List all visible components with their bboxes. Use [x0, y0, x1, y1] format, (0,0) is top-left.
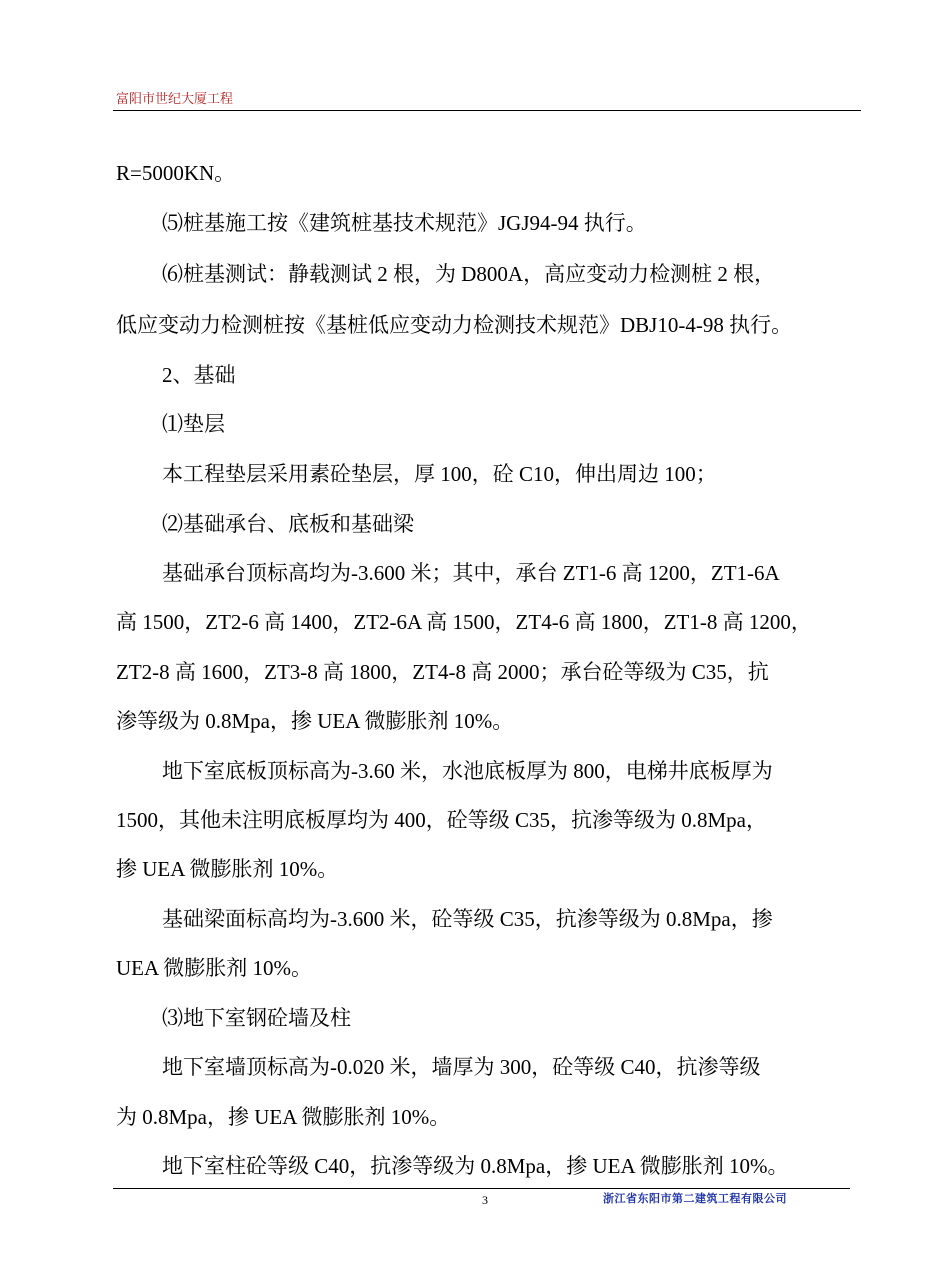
paragraph-line: 地下室墙顶标高为-0.020 米，墙厚为 300，砼等级 C40，抗渗等级 [162, 1055, 761, 1079]
paragraph-line: UEA 微膨胀剂 10%。 [116, 956, 312, 980]
footer-company-name: 浙江省东阳市第二建筑工程有限公司 [603, 1192, 787, 1205]
section-heading: 2、基础 [162, 363, 236, 387]
paragraph-line: 本工程垫层采用素砼垫层，厚 100，砼 C10，伸出周边 100； [162, 462, 717, 486]
header-title: 富阳市世纪大厦工程 [116, 91, 234, 106]
paragraph-line: 低应变动力检测桩按《基桩低应变动力检测技术规范》DBJ10-4-98 执行。 [116, 313, 793, 337]
paragraph-line: 为 0.8Mpa，掺 UEA 微膨胀剂 10%。 [116, 1105, 451, 1129]
paragraph-line: ⑸桩基施工按《建筑桩基技术规范》JGJ94-94 执行。 [162, 211, 647, 235]
paragraph-line: ⑹桩基测试：静载测试 2 根，为 D800A，高应变动力检测桩 2 根， [162, 262, 776, 286]
page-number: 3 [482, 1193, 488, 1207]
subsection-heading: ⑵基础承台、底板和基础梁 [162, 512, 414, 536]
subsection-heading: ⑴垫层 [162, 412, 225, 436]
paragraph-line: 1500，其他未注明底板厚均为 400，砼等级 C35，抗渗等级为 0.8Mpa， [116, 808, 767, 832]
paragraph-line: 高 1500，ZT2-6 高 1400，ZT2-6A 高 1500，ZT4-6 高 1800，ZT1-8 高 1200， [116, 610, 812, 634]
subsection-heading: ⑶地下室钢砼墙及柱 [162, 1006, 351, 1030]
paragraph-line: R=5000KN。 [116, 161, 236, 185]
paragraph-line: 地下室底板顶标高为-3.60 米，水池底板厚为 800，电梯井底板厚为 [162, 759, 773, 783]
paragraph-line: 基础承台顶标高均为-3.600 米；其中，承台 ZT1-6 高 1200，ZT1-6A [162, 561, 780, 585]
paragraph-line: 地下室柱砼等级 C40，抗渗等级为 0.8Mpa，掺 UEA 微膨胀剂 10%。 [162, 1154, 789, 1178]
paragraph-line: 渗等级为 0.8Mpa，掺 UEA 微膨胀剂 10%。 [116, 709, 514, 733]
paragraph-line: 掺 UEA 微膨胀剂 10%。 [116, 857, 339, 881]
paragraph-line: 基础梁面标高均为-3.600 米，砼等级 C35，抗渗等级为 0.8Mpa，掺 [162, 907, 773, 931]
paragraph-line: ZT2-8 高 1600，ZT3-8 高 1800，ZT4-8 高 2000；承台砼等级为 C35，抗 [116, 660, 769, 684]
footer-divider [113, 1188, 850, 1189]
header-divider [113, 110, 861, 111]
